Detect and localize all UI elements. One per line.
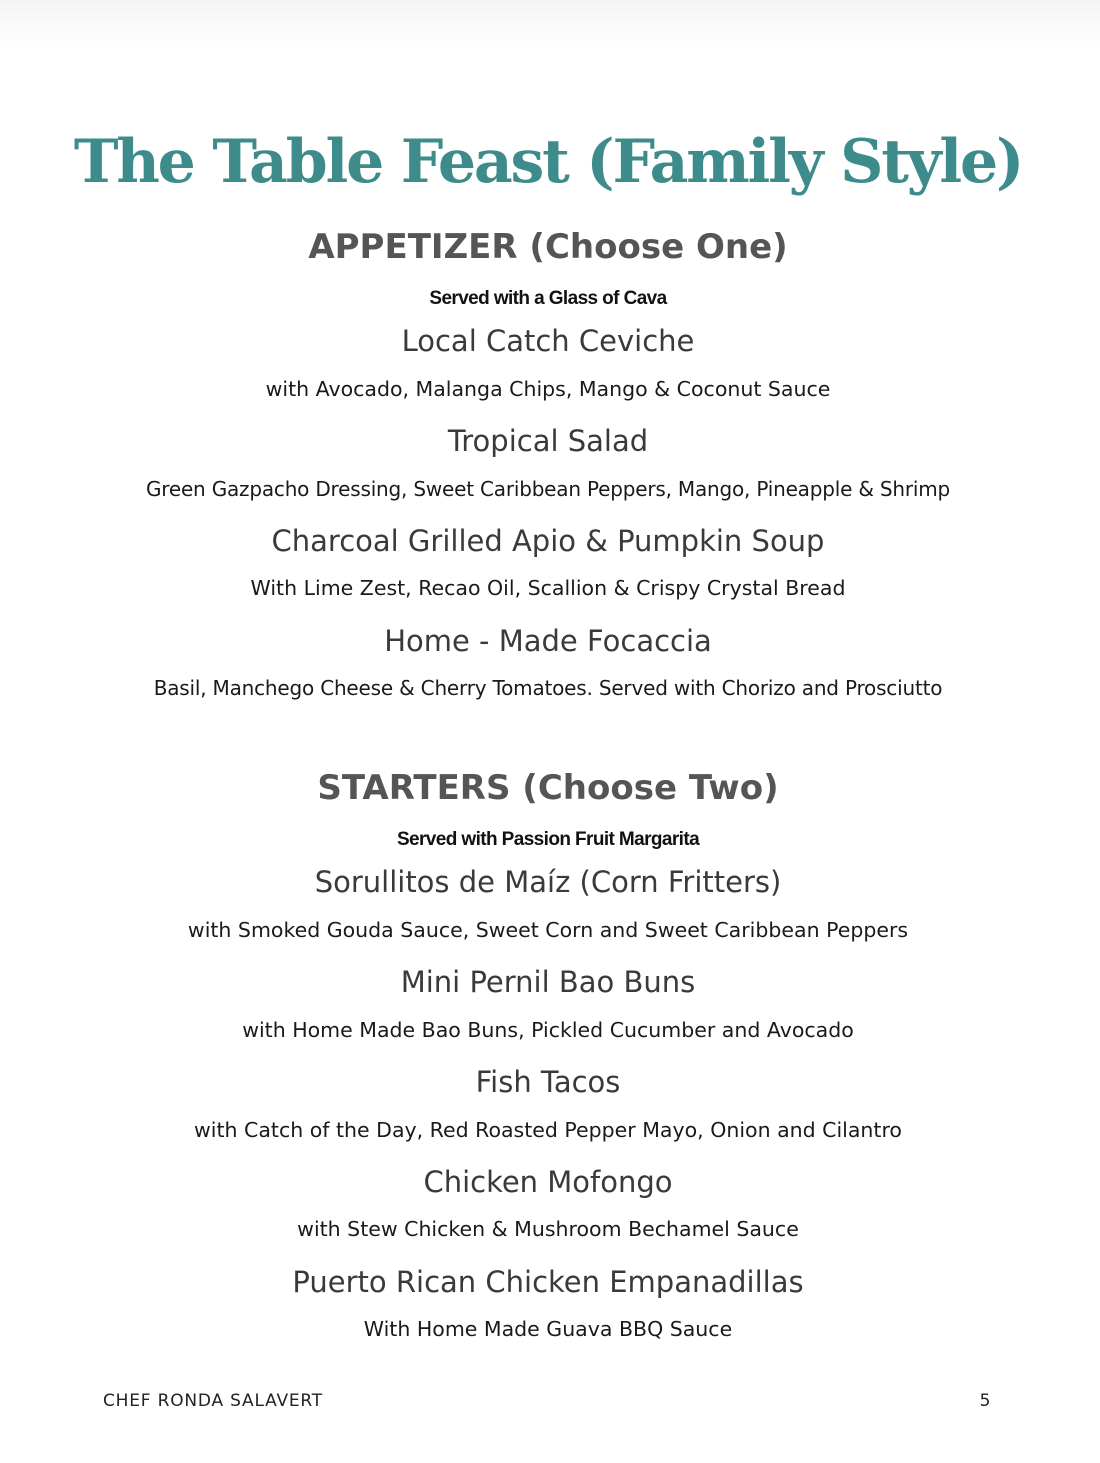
footer-author: CHEF RONDA SALAVERT bbox=[103, 1391, 323, 1411]
dish-description: With Lime Zest, Recao Oil, Scallion & Crispy Crystal Bread bbox=[250, 576, 846, 600]
section-note-appetizer: Served with a Glass of Cava bbox=[429, 288, 667, 309]
dish-name: Mini Pernil Bao Buns bbox=[400, 965, 696, 999]
section-heading-starters: STARTERS (Choose Two) bbox=[317, 768, 779, 808]
page-top-shadow bbox=[0, 0, 1100, 48]
dish-name: Chicken Mofongo bbox=[423, 1165, 673, 1199]
dish-name: Local Catch Ceviche bbox=[401, 324, 695, 358]
section-note-starters: Served with Passion Fruit Margarita bbox=[396, 829, 700, 850]
dish-description: Basil, Manchego Cheese & Cherry Tomatoes. Served with Chorizo and Prosciutto bbox=[153, 676, 943, 700]
dish-name: Home - Made Focaccia bbox=[384, 624, 712, 658]
dish-description: Green Gazpacho Dressing, Sweet Caribbean Peppers, Mango, Pineapple & Shrimp bbox=[145, 477, 951, 501]
menu-title: The Table Feast (Family Style) bbox=[73, 127, 1023, 197]
dish-name: Sorullitos de Maíz (Corn Fritters) bbox=[314, 865, 782, 899]
dish-name: Tropical Salad bbox=[447, 424, 649, 458]
dish-description: With Home Made Guava BBQ Sauce bbox=[363, 1317, 733, 1341]
dish-name: Fish Tacos bbox=[475, 1065, 621, 1099]
dish-name: Puerto Rican Chicken Empanadillas bbox=[292, 1265, 804, 1299]
section-heading-appetizer: APPETIZER (Choose One) bbox=[308, 227, 788, 267]
dish-description: with Stew Chicken & Mushroom Bechamel Sauce bbox=[297, 1217, 799, 1241]
dish-description: with Avocado, Malanga Chips, Mango & Coconut Sauce bbox=[265, 377, 831, 401]
dish-name: Charcoal Grilled Apio & Pumpkin Soup bbox=[271, 524, 825, 558]
dish-description: with Smoked Gouda Sauce, Sweet Corn and Sweet Caribbean Peppers bbox=[187, 918, 909, 942]
dish-description: with Catch of the Day, Red Roasted Pepper Mayo, Onion and Cilantro bbox=[194, 1118, 902, 1142]
dish-description: with Home Made Bao Buns, Pickled Cucumber and Avocado bbox=[242, 1018, 854, 1042]
page-number: 5 bbox=[979, 1391, 991, 1411]
